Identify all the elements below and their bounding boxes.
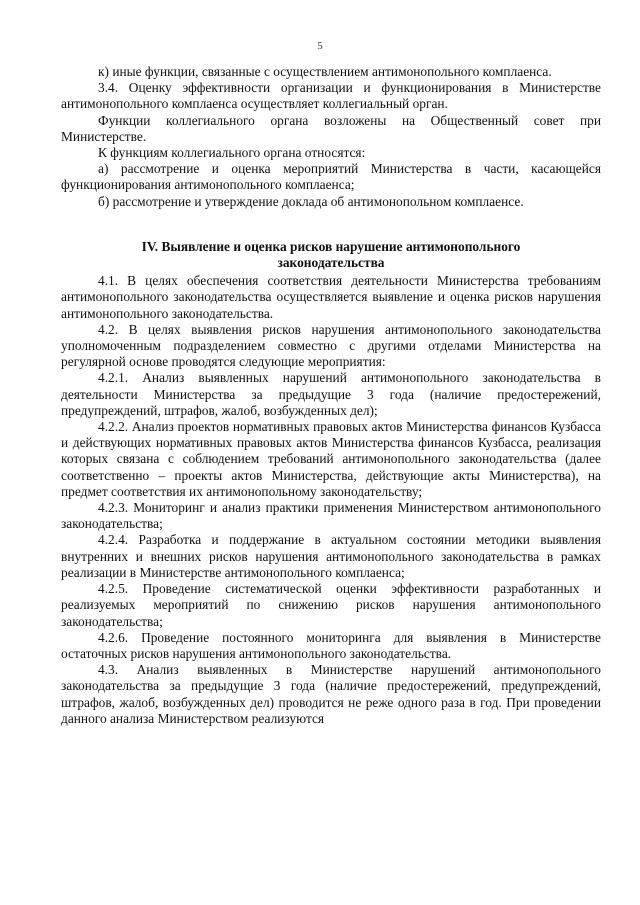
paragraph-functions-intro: К функциям коллегиального органа относятся: (98, 145, 366, 161)
paragraph-4-3: 4.3. Анализ выявленных в Министерстве нарушений антимонопольного законодательства за предыдущие 3 года (наличие предостережений, предупреждений, штрафов, жалоб, возбужденных дел) проводится не реже одного раза в год. При проведении данного анализа Министерством реализуются (61, 662, 601, 726)
paragraph-item-a: а) рассмотрение и оценка мероприятий Министерства в части, касающейся функционирования антимонопольного комплаенса; (61, 161, 601, 193)
paragraph-k-functions: к) иные функции, связанные с осуществлением антимонопольного комплаенса. (98, 64, 552, 79)
section-spacer (61, 210, 601, 229)
paragraph-4-2-6: 4.2.6. Проведение постоянного мониторинга для выявления в Министерстве остаточных рисков нарушения антимонопольного законодательства. (61, 629, 601, 661)
paragraph-4-2-4: 4.2.4. Разработка и поддержание в актуальном состоянии методики выявления внутренних и внешних рисков нарушения антимонопольного законодательства в рамках реализации в Министерстве антимонопольного комплаенса; (61, 532, 601, 580)
paragraph-item-b: б) рассмотрение и утверждение доклада об антимонопольном комплаенсе. (98, 193, 524, 209)
paragraph-4-2-5: 4.2.5. Проведение систематической оценки эффективности разработанных и реализуемых мероприятий по снижению рисков нарушения антимонопольного законодательства; (61, 581, 601, 629)
page-number: 5 (317, 40, 323, 52)
paragraph-4-2-3: 4.2.3. Мониторинг и анализ практики применения Министерством антимонопольного законодательства; (61, 500, 601, 532)
paragraph-3-4: 3.4. Оценку эффективности организации и функционирования в Министерстве антимонопольного комплаенса осуществляет коллегиальный орган. (61, 80, 601, 112)
section-heading: IV. Выявление и оценка рисков нарушение антимонопольного законодательства (141, 238, 521, 271)
paragraph-4-2-2: 4.2.2. Анализ проектов нормативных правовых актов Министерства финансов Кузбасса и действующих нормативных правовых актов Министерства финансов Кузбасса, реализация которых связана с соблюдением требований антимонопольного законодательства (далее соответственно – проекты актов Министерства, действующие акты Министерства), на предмет соответствия их антимонопольному законодательству; (61, 419, 601, 499)
paragraph-4-2-1: 4.2.1. Анализ выявленных нарушений антимонопольного законодательства в деятельности Министерства за предыдущие 3 года (наличие предостережений, предупреждений, штрафов, жалоб, возбужденных дел); (61, 370, 601, 418)
document-body (61, 64, 601, 727)
paragraph-4-2: 4.2. В целях выявления рисков нарушения антимонопольного законодательства уполномоченным подразделением совместно с другими отделами Министерства на регулярной основе проводятся следующие мероприятия: (61, 321, 601, 370)
paragraph-4-1: 4.1. В целях обеспечения соответствия деятельности Министерства требованиям антимонопольного законодательства осуществляется выявление и оценка рисков нарушения антимонопольного законодательства. (61, 273, 601, 321)
paragraph-collegial-functions: Функции коллегиального органа возложены на Общественный совет при Министерстве. (61, 112, 601, 144)
